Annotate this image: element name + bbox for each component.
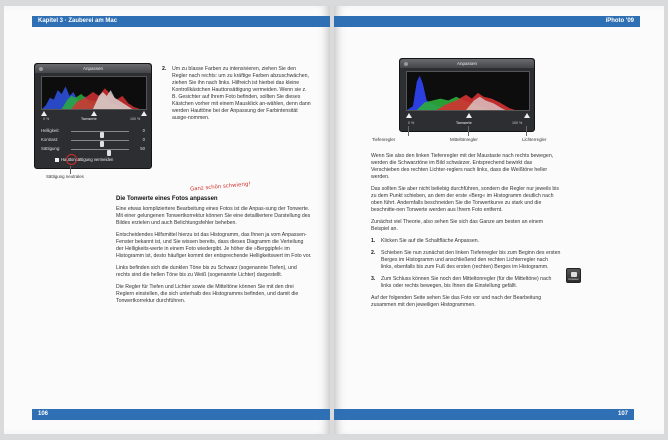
histogram [41,76,147,110]
panel-titlebar [35,64,151,73]
slider-label: Kontrast: [41,137,59,142]
histogram [406,71,530,111]
slider-track[interactable] [71,131,129,132]
axis-label: Tonwerte [456,121,472,125]
running-head: iPhoto '09 [334,16,640,27]
checkbox-box[interactable] [55,158,59,162]
step-2 [162,66,312,127]
axis-max-label: 100 % [512,121,523,125]
slider-brightness[interactable] [41,127,145,135]
paragraph: Auf der folgenden Seite sehen Sie das Foto vor und nach der Bearbeitung zusammen mit den jeweiligen Histogrammen. [371,295,542,308]
step-number: 2. [371,250,376,256]
slider-value: 0 [142,137,145,142]
leader-shadows [408,126,409,136]
step-number: 2. [162,66,167,72]
right-page [334,6,664,434]
saturation-callout: Sättigung neutrales [46,174,84,179]
shadows-slider-handle[interactable] [406,113,412,118]
panel-close-icon[interactable] [39,67,43,71]
slider-label: Sättigung: [41,146,61,151]
step-number: 1. [371,238,376,244]
skin-tone-checkbox[interactable] [55,157,113,162]
axis-min-label: 0 % [43,117,50,121]
paragraph: Links befinden sich die dunklen Töne bis zu Schwarz (sogenannte Tiefen), und rechts sind die hellen Töne bis zu Weiß (sogenannte Lichter) dargestellt. [116,265,297,278]
label-midtones: Mitteltönregler [450,137,478,142]
paragraph: Das sollten Sie aber nicht beliebig durchführen, sondern die Regler nur jeweils bis zu dem Punkt schieben, an dem der erste »Berg« im Histogramm deutlich nach oben führt. Andernfalls beschneiden Sie die Tonwertkurve zu stark und die beschnitte-nen Tonwerte werden aus Ihrem Foto entfernt. [371,186,560,213]
leader-midtones [468,126,469,136]
paragraph: Eine etwas kompliziertere Bearbeitung eines Fotos ist die Anpas-sung der Tonwerte. Mit einer gelungenen Tonwertkorrektur können Sie eine detailliertere Darstellung des Bildes erzielen und auch Belichtungsfehler beheben. [116,206,311,226]
step-text: Zum Schluss können Sie noch den Mitteltonregler (für die Mitteltöne) nach links oder rechts bewegen, bis Ihnen die Einstellung gefällt. [381,276,552,289]
slider-label: Helligkeit: [41,128,60,133]
right-main-text [371,153,561,314]
step-1 [371,238,561,245]
handwritten-note: Ganz schön schwierig! [189,181,251,193]
midtones-slider-handle[interactable] [91,111,97,116]
highlights-slider-handle[interactable] [141,111,147,116]
midtones-slider-handle[interactable] [466,113,472,118]
step-text: Um zu blasse Farben zu intensivieren, ziehen Sie den Regler nach rechts: um zu kräftige Farben abzuschwächen, ziehen Sie ihn nach links. Hilfreich ist hierbei das kleine Kontrollkästchen Hauttonsättigung vermeiden. Wenn sie z. B. Gesichter auf Ihrem Foto befinden, sollten Sie dieses Kästchen vorher mit einem Mausklick an-wählen, denn dann werden Hauttöne bei der Anpassung der Farbintensität ausge-nommen. [172,66,311,121]
panel-title: Anpassen [82,66,103,71]
leader-highlights [526,126,527,136]
checkbox-label: Hauttonsättigung vermeiden [61,157,114,162]
paragraph: Zunächst viel Theorie, also sehen Sie sich das Ganze am besten an einem Beispiel an. [371,219,544,232]
label-shadows: Tiefenregler [372,137,396,142]
step-text: Klicken Sie auf die Schaltfläche Anpassen. [381,238,480,244]
paragraph: Entscheidendes Hilfsmittel hierzu ist das Histogramm, das Ihnen ja vom Anpassen-Fenster bekannt ist, und Sie wissen bereits, dass dieses Diagramm die Verteilung der Helligkeits-werte in einem Foto wiedergibt. Je höher die »Berggipfel« im Histogramm ist, desto häufiger kommt der entsprechende Helligkeitswert im Foto vor. [116,232,312,259]
step-text: Schieben Sie nun zunächst den linken Tiefenregler bis zum Beginn des ersten Berges im Histogramm und anschließend den rechten Lichterregler nach links, ebenfalls bis zum Fuß des ersten (rechten) Berges im Histogramm. [381,250,561,270]
step-2 [371,250,561,271]
callout-leader [70,166,71,174]
panel-titlebar [400,59,534,68]
paragraph: Wenn Sie also den linken Tiefenregler mit der Maustaste nach rechts bewegen, werden die Schwarztöne im Bild schwärzer. Entsprechend bewirkt das Verschieben des rechten Lichter-reglers nach links, dass die Weißtöne heller werden. [371,153,554,180]
panel-title: Anpassen [456,61,477,66]
slider-track[interactable] [71,140,129,141]
label-highlights: Lichterregler [522,137,547,142]
page-number-right: 107 [334,409,634,420]
slider-track[interactable] [71,149,129,150]
adjust-panel-large [399,58,535,132]
axis-min-label: 0 % [408,121,415,125]
shadows-slider-handle[interactable] [41,111,47,116]
slider-contrast[interactable] [41,136,145,144]
highlight-circle [66,154,77,165]
adjust-panel [34,63,152,169]
adjust-toolbar-button[interactable] [566,268,581,283]
page-number-left: 106 [32,409,330,420]
section-heading: Die Tonwerte eines Fotos anpassen [116,196,218,202]
step-3 [371,276,561,290]
slider-value: 0 [142,128,145,133]
step-number: 3. [371,276,376,282]
paragraph: Die Regler für Tiefen und Lichter sowie die Mitteltöne können Sie mit den drei Reglern einstellen, die sich unterhalb des Histogramms befinden, und damit die Tonwertkorrektur durchführen. [116,284,299,304]
left-page [4,6,330,434]
slider-value: 50 [140,146,145,151]
toolbar-button-label: Anpassen [568,278,579,281]
slider-saturation[interactable] [41,145,145,153]
left-main-text [116,196,312,310]
panel-close-icon[interactable] [404,62,408,66]
chapter-header: Kapitel 3 · Zauberei am Mac [32,16,330,27]
axis-label: Tonwerte [81,117,97,121]
adjust-icon [571,272,577,277]
axis-max-label: 100 % [130,117,141,121]
highlights-slider-handle[interactable] [524,113,530,118]
slider-knob[interactable] [107,150,111,156]
